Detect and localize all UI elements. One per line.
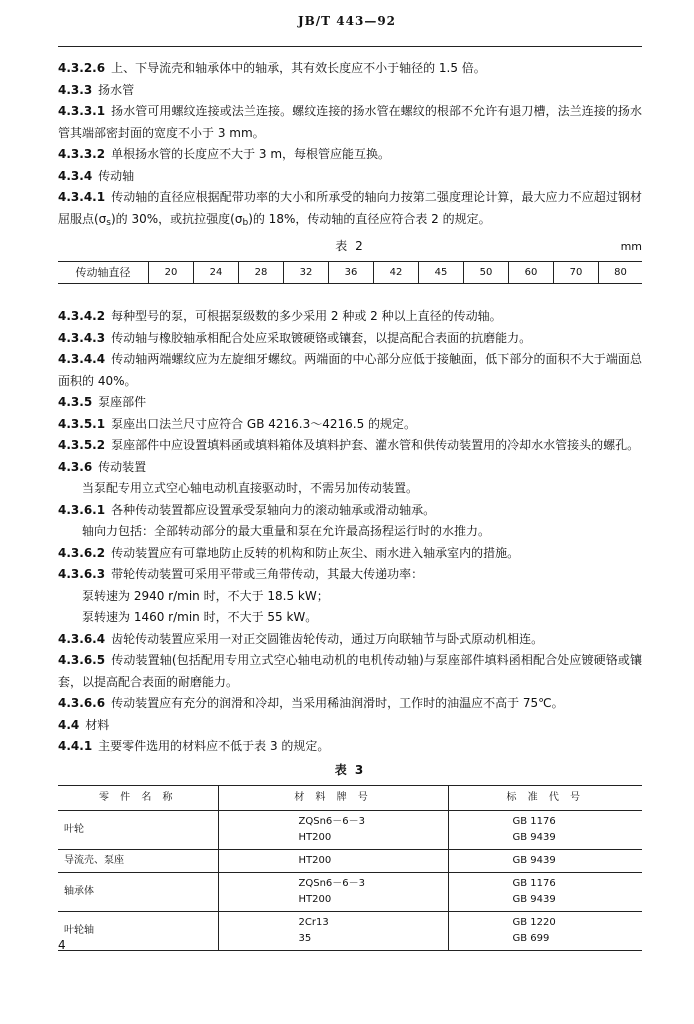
material-grade: ZQSn6－6－3 <box>298 815 365 827</box>
clause-text: 主要零件选用的材料应不低于表 3 的规定。 <box>98 739 330 753</box>
paragraph-4-3-4-1 <box>58 187 642 234</box>
clause-number: 4.3.6.1 <box>58 502 106 517</box>
table-row <box>58 911 642 950</box>
paragraph <box>58 457 642 479</box>
clause-number: 4.3.5.2 <box>58 438 106 452</box>
paragraph <box>58 435 642 457</box>
sigma-subscript: b <box>242 217 249 228</box>
paragraph <box>58 392 642 414</box>
part-name-cell: 叶轮轴 <box>58 911 218 950</box>
material-grade: 35 <box>298 932 312 944</box>
clause-number: 4.3.3.2 <box>58 147 106 161</box>
material-grade: ZQSn6－6－3 <box>298 877 365 889</box>
table-row <box>58 849 642 872</box>
column-header-part: 零 件 名 称 <box>58 786 218 811</box>
paragraph <box>58 328 642 350</box>
standard-cell <box>448 872 642 911</box>
standard-cell <box>448 849 642 872</box>
shaft-diameter-cell: 45 <box>419 261 464 284</box>
paragraph <box>58 414 642 436</box>
clause-text: 传动装置应有充分的润滑和冷却，当采用稀油润滑时，工作时的油温应不高于 75℃。 <box>111 696 564 710</box>
clause-text: 泵座部件 <box>98 395 147 409</box>
paragraph-group-b <box>58 306 642 758</box>
clause-text: 每种型号的泵，可根据泵级数的多少采用 2 种或 2 种以上直径的传动轴。 <box>111 309 502 323</box>
standard-cell <box>448 810 642 849</box>
clause-number: 4.3.6.4 <box>58 631 106 646</box>
clause-text: )的 30%，或抗拉强度(σ <box>111 211 243 226</box>
clause-text: 扬水管 <box>98 82 135 97</box>
clause-text: 单根扬水管的长度应不大于 3 m，每根管应能互换。 <box>111 147 391 161</box>
shaft-diameter-cell: 36 <box>329 261 374 284</box>
paragraph <box>58 58 642 80</box>
clause-number: 4.3.3 <box>58 82 93 97</box>
clause-number: 4.4.1 <box>58 739 93 753</box>
paragraph <box>58 166 642 188</box>
shaft-diameter-cell: 50 <box>464 261 509 284</box>
clause-number: 4.3.5 <box>58 395 93 409</box>
clause-number: 4.3.6.6 <box>58 696 106 710</box>
clause-number: 4.3.6.2 <box>58 545 106 560</box>
clause-text: 齿轮传动装置应采用一对正交圆锥齿轮传动，通过万向联轴节与卧式原动机相连。 <box>111 631 544 646</box>
standard-cell <box>448 911 642 950</box>
paragraph <box>58 306 642 328</box>
clause-number: 4.3.6 <box>58 459 93 474</box>
clause-text: 各种传动装置都应设置承受泵轴向力的滚动轴承或滑动轴承。 <box>111 502 436 517</box>
material-cell <box>218 810 448 849</box>
paragraph <box>58 500 642 522</box>
clause-number: 4.3.4 <box>58 168 93 183</box>
clause-text: 轴向力包括：全部转动部分的最大重量和泵在允许最高扬程运行时的水推力。 <box>82 524 491 538</box>
paragraph <box>58 101 642 144</box>
material-cell <box>218 911 448 950</box>
clause-text: 带轮传动装置可采用平带或三角带传动，其最大传递功率： <box>111 567 424 581</box>
document-code: JB/T 443—92 <box>297 14 397 28</box>
paragraph <box>58 715 642 737</box>
clause-number: 4.3.4.4 <box>58 352 106 366</box>
clause-text: 传动轴两端螺纹应为左旋细牙螺纹。两端面的中心部分应低于接触面，低下部分的面积不大于端面总面积的 40%。 <box>58 352 642 388</box>
part-name-cell: 导流壳、泵座 <box>58 849 218 872</box>
clause-text: 泵座部件中应设置填料函或填料箱体及填料护套、灌水管和供传动装置用的冷却水水管接头的螺孔。 <box>111 438 640 452</box>
table-row <box>58 261 642 284</box>
shaft-diameter-cell: 24 <box>194 261 239 284</box>
table-2-title: 表 2 <box>335 239 365 253</box>
standard-code: GB 9439 <box>512 831 556 843</box>
clause-number: 4.3.4.1 <box>58 190 106 204</box>
shaft-diameter-cell: 42 <box>374 261 419 284</box>
clause-text: 泵转速为 2940 r/min 时，不大于 18.5 kW； <box>82 588 329 603</box>
clause-text: )的 18%，传动轴的直径应符合表 2 的规定。 <box>248 211 491 226</box>
shaft-diameter-cell: 80 <box>599 261 643 284</box>
clause-text: 泵座出口法兰尺寸应符合 GB 4216.3～4216.5 的规定。 <box>111 416 417 431</box>
table-header-row <box>58 786 642 811</box>
shaft-diameter-cell: 60 <box>509 261 554 284</box>
standard-code: GB 699 <box>512 932 550 944</box>
paragraph <box>58 693 642 715</box>
material-grade: 2Cr13 <box>298 916 329 928</box>
clause-text: 传动轴 <box>98 168 135 183</box>
shaft-diameter-cell: 28 <box>239 261 284 284</box>
shaft-diameter-cell: 32 <box>284 261 329 284</box>
material-grade: HT200 <box>298 854 332 866</box>
standard-code: GB 1220 <box>512 916 556 928</box>
page-body <box>58 58 642 951</box>
clause-text: 材料 <box>85 717 110 732</box>
clause-number: 4.3.4.2 <box>58 309 106 323</box>
clause-number: 4.3.3.1 <box>58 104 106 118</box>
paragraph <box>58 586 642 608</box>
clause-text: 上、下导流壳和轴承体中的轴承，其有效长度应不小于轴径的 1.5 倍。 <box>111 61 486 75</box>
clause-text: 传动轴与橡胶轴承相配合处应采取镀硬铬或镶套，以提高配合表面的抗磨能力。 <box>111 330 532 345</box>
table-3-title: 表 3 <box>334 762 366 777</box>
paragraph <box>58 349 642 392</box>
material-cell <box>218 872 448 911</box>
paragraph <box>58 629 642 651</box>
standard-code: GB 1176 <box>512 877 556 889</box>
paragraph <box>58 80 642 102</box>
paragraph <box>58 144 642 166</box>
shaft-diameter-cell: 20 <box>149 261 194 284</box>
paragraph <box>58 564 642 586</box>
clause-text: 当泵配专用立式空心轴电动机直接驱动时，不需另加传动装置。 <box>82 481 419 495</box>
paragraph <box>58 478 642 500</box>
table-2-label: 传动轴直径 <box>75 265 131 279</box>
material-grade: HT200 <box>298 831 332 843</box>
sigma-subscript: s <box>106 217 111 228</box>
clause-text: 传动装置应有可靠地防止反转的机构和防止灰尘、雨水进入轴承室内的措施。 <box>111 545 520 560</box>
paragraph-group-a <box>58 58 642 187</box>
page-number: 4 <box>58 938 66 952</box>
clause-text: 传动轴的直径应根据配带功率的大小和所承受的轴向力按第二强度理论计算，最大应力不应超过钢材屈服点(σ <box>58 190 642 226</box>
clause-number: 4.3.2.6 <box>58 61 106 75</box>
header-divider <box>58 46 642 47</box>
clause-number: 4.3.5.1 <box>58 416 106 431</box>
clause-number: 4.3.4.3 <box>58 330 106 345</box>
material-grade: HT200 <box>298 893 332 905</box>
material-cell <box>218 849 448 872</box>
clause-number: 4.3.6.3 <box>58 567 106 581</box>
clause-number: 4.4 <box>58 717 80 732</box>
shaft-diameter-cell: 70 <box>554 261 599 284</box>
paragraph <box>58 521 642 543</box>
table-row <box>58 810 642 849</box>
standard-code: GB 9439 <box>512 893 556 905</box>
table-2-unit: mm <box>620 240 642 253</box>
clause-number: 4.3.6.5 <box>58 653 106 667</box>
paragraph <box>58 607 642 629</box>
clause-text: 扬水管可用螺纹连接或法兰连接。螺纹连接的扬水管在螺纹的根部不允许有退刀槽，法兰连接的扬水管其端部密封面的宽度不小于 3 mm。 <box>58 104 642 140</box>
column-header-standard: 标 准 代 号 <box>448 786 642 811</box>
table-row <box>58 872 642 911</box>
column-header-material: 材 料 牌 号 <box>218 786 448 811</box>
paragraph <box>58 650 642 693</box>
part-name-cell: 叶轮 <box>58 810 218 849</box>
clause-text: 泵转速为 1460 r/min 时，不大于 55 kW。 <box>82 610 318 624</box>
standard-code: GB 1176 <box>512 815 556 827</box>
part-name-cell: 轴承体 <box>58 872 218 911</box>
materials-table <box>58 785 642 951</box>
paragraph <box>58 736 642 758</box>
shaft-diameter-table <box>58 261 642 285</box>
clause-text: 传动装置轴(包括配用专用立式空心轴电动机的电机传动轴)与泵座部件填料函相配合处应镀硬铬或镶套，以提高配合表面的耐磨能力。 <box>58 653 642 689</box>
clause-text: 传动装置 <box>98 459 147 474</box>
table-2-caption <box>58 236 642 258</box>
paragraph <box>58 543 642 565</box>
standard-code: GB 9439 <box>512 854 556 866</box>
